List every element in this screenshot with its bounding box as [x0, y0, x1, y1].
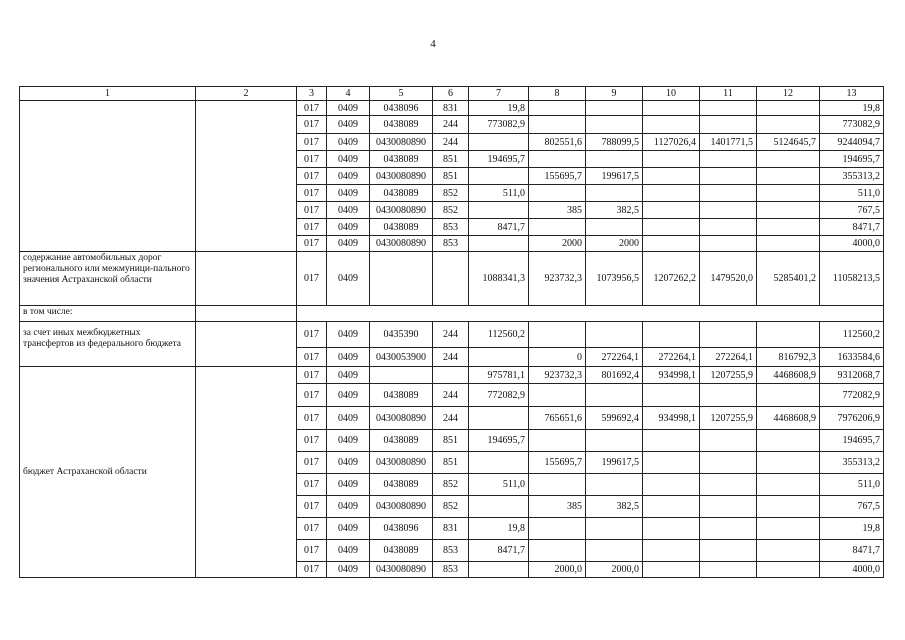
table-cell-col-4: 0409 [327, 252, 370, 306]
table-cell-col-4: 0409 [327, 496, 370, 518]
table-cell-col-9: 788099,5 [586, 134, 643, 151]
table-cell-col-4: 0409 [327, 348, 370, 367]
budget-table [19, 86, 884, 578]
table-cell-col-9 [586, 540, 643, 562]
table-cell-col-10: 1207262,2 [643, 252, 700, 306]
table-cell-col-13: 773082,9 [820, 116, 884, 134]
table-cell-col-12 [757, 562, 820, 578]
table-cell-col-4: 0409 [327, 452, 370, 474]
table-cell-col-8 [529, 322, 586, 348]
table-cell-col-3: 017 [297, 474, 327, 496]
table-cell-col-7: 773082,9 [469, 116, 529, 134]
table-cell-col-10 [643, 116, 700, 134]
column-2-cell [196, 367, 297, 578]
table-cell-col-10 [643, 219, 700, 236]
table-cell-col-11 [700, 562, 757, 578]
table-cell-col-4: 0409 [327, 134, 370, 151]
row-description: в том числе: [20, 306, 196, 322]
table-cell-col-5: 0430080890 [370, 452, 433, 474]
table-cell-col-4: 0409 [327, 540, 370, 562]
table-cell-col-8 [529, 151, 586, 168]
row-description: бюджет Астраханской области [20, 367, 196, 578]
table-cell-col-4: 0409 [327, 202, 370, 219]
table-cell-col-5: 0438089 [370, 540, 433, 562]
table-cell-col-3: 017 [297, 452, 327, 474]
table-cell-col-8: 923732,3 [529, 367, 586, 384]
table-cell-col-8 [529, 384, 586, 407]
table-cell-col-4: 0409 [327, 367, 370, 384]
table-cell-col-7: 511,0 [469, 185, 529, 202]
table-cell-col-9: 801692,4 [586, 367, 643, 384]
table-cell-col-9 [586, 322, 643, 348]
table-cell-col-8 [529, 474, 586, 496]
table-cell-col-7: 19,8 [469, 101, 529, 116]
table-cell-col-13: 19,8 [820, 518, 884, 540]
table-cell-col-13: 4000,0 [820, 562, 884, 578]
table-cell-col-7 [469, 236, 529, 252]
table-cell-col-3: 017 [297, 202, 327, 219]
table-cell-col-12: 816792,3 [757, 348, 820, 367]
table-cell-col-11 [700, 430, 757, 452]
table-cell-col-7: 19,8 [469, 518, 529, 540]
table-cell-col-13: 11058213,5 [820, 252, 884, 306]
table-cell-col-6: 831 [433, 101, 469, 116]
table-cell-col-7: 1088341,3 [469, 252, 529, 306]
table-cell-col-8 [529, 540, 586, 562]
table-cell-col-7 [469, 348, 529, 367]
table-cell-col-10: 272264,1 [643, 348, 700, 367]
table-cell-col-4: 0409 [327, 384, 370, 407]
table-cell-col-3: 017 [297, 185, 327, 202]
table-cell-col-4: 0409 [327, 219, 370, 236]
table-cell-col-3: 017 [297, 562, 327, 578]
table-cell-col-9: 2000,0 [586, 562, 643, 578]
table-cell-col-8: 0 [529, 348, 586, 367]
table-cell-col-9 [586, 474, 643, 496]
table-cell-col-5: 0438096 [370, 518, 433, 540]
table-cell-col-7: 194695,7 [469, 430, 529, 452]
table-cell-col-6: 851 [433, 430, 469, 452]
table-cell-col-12 [757, 101, 820, 116]
table-cell-col-10 [643, 474, 700, 496]
column-header-7: 7 [469, 87, 529, 101]
column-header-9: 9 [586, 87, 643, 101]
table-cell-col-6: 852 [433, 202, 469, 219]
table-cell-col-5: 0438089 [370, 384, 433, 407]
table-cell-col-6: 853 [433, 236, 469, 252]
table-cell-col-13: 8471,7 [820, 219, 884, 236]
table-cell-col-10 [643, 384, 700, 407]
table-cell-col-6: 852 [433, 474, 469, 496]
table-cell-col-11 [700, 116, 757, 134]
table-cell-col-13: 9244094,7 [820, 134, 884, 151]
row-description: содержание автомобильных дорог регионального или межмуници-пального значения Астраханской области [20, 252, 196, 306]
table-cell-col-12: 5285401,2 [757, 252, 820, 306]
table-cell-col-11 [700, 219, 757, 236]
table-cell-col-9: 1073956,5 [586, 252, 643, 306]
table-cell-col-6 [433, 367, 469, 384]
table-cell-col-11 [700, 168, 757, 185]
table-cell-col-11 [700, 236, 757, 252]
table-cell-col-3: 017 [297, 430, 327, 452]
table-cell-col-9 [586, 151, 643, 168]
table-cell-col-9 [586, 430, 643, 452]
column-header-11: 11 [700, 87, 757, 101]
table-cell-col-5: 0438089 [370, 474, 433, 496]
table-cell-col-3: 017 [297, 168, 327, 185]
column-header-8: 8 [529, 87, 586, 101]
table-cell-col-13: 355313,2 [820, 168, 884, 185]
table-cell-col-12 [757, 474, 820, 496]
table-cell-col-5: 0430080890 [370, 168, 433, 185]
table-cell-col-8: 923732,3 [529, 252, 586, 306]
table-cell-col-5 [370, 367, 433, 384]
table-cell-col-6: 853 [433, 562, 469, 578]
table-cell-col-13: 9312068,7 [820, 367, 884, 384]
table-cell-col-11 [700, 384, 757, 407]
table-cell-col-7 [469, 407, 529, 430]
table-cell-col-7 [469, 168, 529, 185]
table-cell-col-5: 0438096 [370, 101, 433, 116]
table-cell-col-7: 772082,9 [469, 384, 529, 407]
table-cell-col-7: 112560,2 [469, 322, 529, 348]
table-cell-col-11 [700, 185, 757, 202]
table-cell-col-12 [757, 151, 820, 168]
table-cell-col-6: 831 [433, 518, 469, 540]
table-cell-col-5: 0430080890 [370, 236, 433, 252]
table-cell-col-10 [643, 322, 700, 348]
table-cell-col-10 [643, 562, 700, 578]
table-cell-col-9: 382,5 [586, 496, 643, 518]
table-cell-col-12 [757, 185, 820, 202]
table-cell-col-8 [529, 518, 586, 540]
table-cell-col-6: 853 [433, 219, 469, 236]
table-cell-col-10: 1127026,4 [643, 134, 700, 151]
table-cell-col-7: 511,0 [469, 474, 529, 496]
table-cell-col-11: 1207255,9 [700, 367, 757, 384]
column-header-12: 12 [757, 87, 820, 101]
table-cell-col-13: 772082,9 [820, 384, 884, 407]
table-cell-col-4: 0409 [327, 430, 370, 452]
table-cell-col-8: 2000 [529, 236, 586, 252]
table-cell-col-12 [757, 116, 820, 134]
table-cell-col-5: 0438089 [370, 219, 433, 236]
table-cell-col-6: 851 [433, 452, 469, 474]
table-cell-col-4: 0409 [327, 185, 370, 202]
table-cell-col-12 [757, 236, 820, 252]
table-cell-col-7: 8471,7 [469, 540, 529, 562]
table-cell-col-9 [586, 185, 643, 202]
table-cell-col-13: 767,5 [820, 496, 884, 518]
table-cell-col-11: 1401771,5 [700, 134, 757, 151]
table-cell-col-6: 244 [433, 322, 469, 348]
table-cell-col-12 [757, 496, 820, 518]
empty-merged-cell [297, 306, 884, 322]
table-cell-col-3: 017 [297, 322, 327, 348]
table-cell-col-6: 244 [433, 348, 469, 367]
column-header-6: 6 [433, 87, 469, 101]
table-cell-col-3: 017 [297, 134, 327, 151]
table-cell-col-6: 244 [433, 116, 469, 134]
column-header-5: 5 [370, 87, 433, 101]
table-cell-col-13: 8471,7 [820, 540, 884, 562]
table-cell-col-8 [529, 116, 586, 134]
column-header-1: 1 [20, 87, 196, 101]
table-cell-col-11 [700, 452, 757, 474]
table-cell-col-5: 0438089 [370, 116, 433, 134]
table-cell-col-8 [529, 101, 586, 116]
table-cell-col-9 [586, 518, 643, 540]
table-cell-col-3: 017 [297, 348, 327, 367]
table-cell-col-5: 0438089 [370, 185, 433, 202]
page-number: 4 [430, 38, 436, 50]
table-cell-col-6: 851 [433, 151, 469, 168]
table-cell-col-11 [700, 496, 757, 518]
column-2-cell [196, 252, 297, 306]
table-cell-col-6: 851 [433, 168, 469, 185]
table-cell-col-12 [757, 540, 820, 562]
table-cell-col-11 [700, 101, 757, 116]
table-cell-col-10 [643, 496, 700, 518]
column-2-cell [196, 101, 297, 252]
table-cell-col-9 [586, 116, 643, 134]
table-cell-col-7: 8471,7 [469, 219, 529, 236]
table-row [20, 322, 884, 348]
table-cell-col-4: 0409 [327, 116, 370, 134]
table-cell-col-5: 0435390 [370, 322, 433, 348]
table-cell-col-5: 0438089 [370, 151, 433, 168]
table-cell-col-3: 017 [297, 101, 327, 116]
table-cell-col-11: 272264,1 [700, 348, 757, 367]
table-cell-col-12 [757, 168, 820, 185]
table-cell-col-5: 0430080890 [370, 202, 433, 219]
row-description: за счет иных межбюджетных трансфертов из федерального бюджета [20, 322, 196, 367]
table-cell-col-12 [757, 430, 820, 452]
table-cell-col-10: 934998,1 [643, 367, 700, 384]
table-cell-col-10 [643, 101, 700, 116]
table-cell-col-9 [586, 384, 643, 407]
header-row [20, 87, 884, 101]
column-header-3: 3 [297, 87, 327, 101]
table-cell-col-13: 355313,2 [820, 452, 884, 474]
table-cell-col-12 [757, 322, 820, 348]
table-cell-col-4: 0409 [327, 322, 370, 348]
table-cell-col-13: 4000,0 [820, 236, 884, 252]
table-cell-col-9: 199617,5 [586, 168, 643, 185]
table-cell-col-13: 511,0 [820, 474, 884, 496]
column-header-4: 4 [327, 87, 370, 101]
table-cell-col-10 [643, 430, 700, 452]
table-cell-col-3: 017 [297, 236, 327, 252]
table-cell-col-13: 194695,7 [820, 151, 884, 168]
table-cell-col-9: 272264,1 [586, 348, 643, 367]
table-cell-col-4: 0409 [327, 168, 370, 185]
table-cell-col-12: 4468608,9 [757, 407, 820, 430]
table-cell-col-7 [469, 452, 529, 474]
table-cell-col-6: 244 [433, 384, 469, 407]
table-cell-col-3: 017 [297, 384, 327, 407]
table-cell-col-13: 767,5 [820, 202, 884, 219]
table-cell-col-12 [757, 202, 820, 219]
table-cell-col-7: 975781,1 [469, 367, 529, 384]
table-cell-col-3: 017 [297, 219, 327, 236]
table-cell-col-4: 0409 [327, 101, 370, 116]
table-cell-col-3: 017 [297, 407, 327, 430]
table-cell-col-12 [757, 518, 820, 540]
table-cell-col-11 [700, 474, 757, 496]
table-cell-col-13: 7976206,9 [820, 407, 884, 430]
table-cell-col-7 [469, 134, 529, 151]
table-cell-col-7: 194695,7 [469, 151, 529, 168]
table-cell-col-10: 934998,1 [643, 407, 700, 430]
table-cell-col-5: 0438089 [370, 430, 433, 452]
table-cell-col-12 [757, 219, 820, 236]
table-cell-col-6: 852 [433, 496, 469, 518]
table-cell-col-13: 511,0 [820, 185, 884, 202]
table-cell-col-11 [700, 151, 757, 168]
table-cell-col-10 [643, 202, 700, 219]
table-cell-col-11 [700, 540, 757, 562]
table-cell-col-3: 017 [297, 367, 327, 384]
table-cell-col-3: 017 [297, 540, 327, 562]
table-cell-col-11 [700, 322, 757, 348]
table-cell-col-10 [643, 540, 700, 562]
table-cell-col-9 [586, 219, 643, 236]
table-cell-col-11: 1207255,9 [700, 407, 757, 430]
table-cell-col-13: 19,8 [820, 101, 884, 116]
table-cell-col-6: 244 [433, 134, 469, 151]
table-row [20, 367, 884, 384]
table-cell-col-8 [529, 219, 586, 236]
table-cell-col-7 [469, 202, 529, 219]
table-cell-col-10 [643, 236, 700, 252]
table-cell-col-7 [469, 496, 529, 518]
table-cell-col-12: 4468608,9 [757, 367, 820, 384]
table-cell-col-4: 0409 [327, 562, 370, 578]
table-cell-col-5: 0430080890 [370, 407, 433, 430]
column-2-cell [196, 306, 297, 322]
column-header-2: 2 [196, 87, 297, 101]
table-cell-col-10 [643, 518, 700, 540]
table-cell-col-3: 017 [297, 496, 327, 518]
table-cell-col-10 [643, 452, 700, 474]
column-header-13: 13 [820, 87, 884, 101]
table-cell-col-11 [700, 202, 757, 219]
table-cell-col-9: 382,5 [586, 202, 643, 219]
row-description [20, 101, 196, 252]
table-cell-col-8: 765651,6 [529, 407, 586, 430]
table-cell-col-13: 112560,2 [820, 322, 884, 348]
table-cell-col-11: 1479520,0 [700, 252, 757, 306]
table-cell-col-12 [757, 384, 820, 407]
table-cell-col-8 [529, 185, 586, 202]
table-cell-col-9 [586, 101, 643, 116]
table-cell-col-8: 2000,0 [529, 562, 586, 578]
table-row [20, 306, 884, 322]
table-cell-col-10 [643, 151, 700, 168]
table-cell-col-8: 385 [529, 496, 586, 518]
column-2-cell [196, 322, 297, 367]
table-cell-col-3: 017 [297, 252, 327, 306]
table-row [20, 101, 884, 116]
table-cell-col-11 [700, 518, 757, 540]
table-cell-col-12: 5124645,7 [757, 134, 820, 151]
table-cell-col-9: 599692,4 [586, 407, 643, 430]
table-cell-col-3: 017 [297, 151, 327, 168]
table-cell-col-4: 0409 [327, 407, 370, 430]
table-cell-col-4: 0409 [327, 474, 370, 496]
table-cell-col-5: 0430080890 [370, 562, 433, 578]
table-cell-col-6 [433, 252, 469, 306]
table-cell-col-3: 017 [297, 116, 327, 134]
table-cell-col-4: 0409 [327, 518, 370, 540]
table-cell-col-13: 1633584,6 [820, 348, 884, 367]
table-cell-col-10 [643, 168, 700, 185]
table-cell-col-8: 155695,7 [529, 168, 586, 185]
table-cell-col-6: 852 [433, 185, 469, 202]
table-cell-col-3: 017 [297, 518, 327, 540]
table-cell-col-9: 2000 [586, 236, 643, 252]
table-cell-col-10 [643, 185, 700, 202]
table-cell-col-5: 0430080890 [370, 134, 433, 151]
table-cell-col-8: 802551,6 [529, 134, 586, 151]
table-cell-col-4: 0409 [327, 236, 370, 252]
table-cell-col-5: 0430080890 [370, 496, 433, 518]
table-cell-col-6: 244 [433, 407, 469, 430]
table-cell-col-6: 853 [433, 540, 469, 562]
table-cell-col-9: 199617,5 [586, 452, 643, 474]
table-cell-col-5 [370, 252, 433, 306]
table-cell-col-8: 385 [529, 202, 586, 219]
table-cell-col-5: 0430053900 [370, 348, 433, 367]
table-cell-col-7 [469, 562, 529, 578]
table-row [20, 252, 884, 306]
table-cell-col-8: 155695,7 [529, 452, 586, 474]
column-header-10: 10 [643, 87, 700, 101]
table-cell-col-12 [757, 452, 820, 474]
table-cell-col-13: 194695,7 [820, 430, 884, 452]
table-cell-col-4: 0409 [327, 151, 370, 168]
table-cell-col-8 [529, 430, 586, 452]
